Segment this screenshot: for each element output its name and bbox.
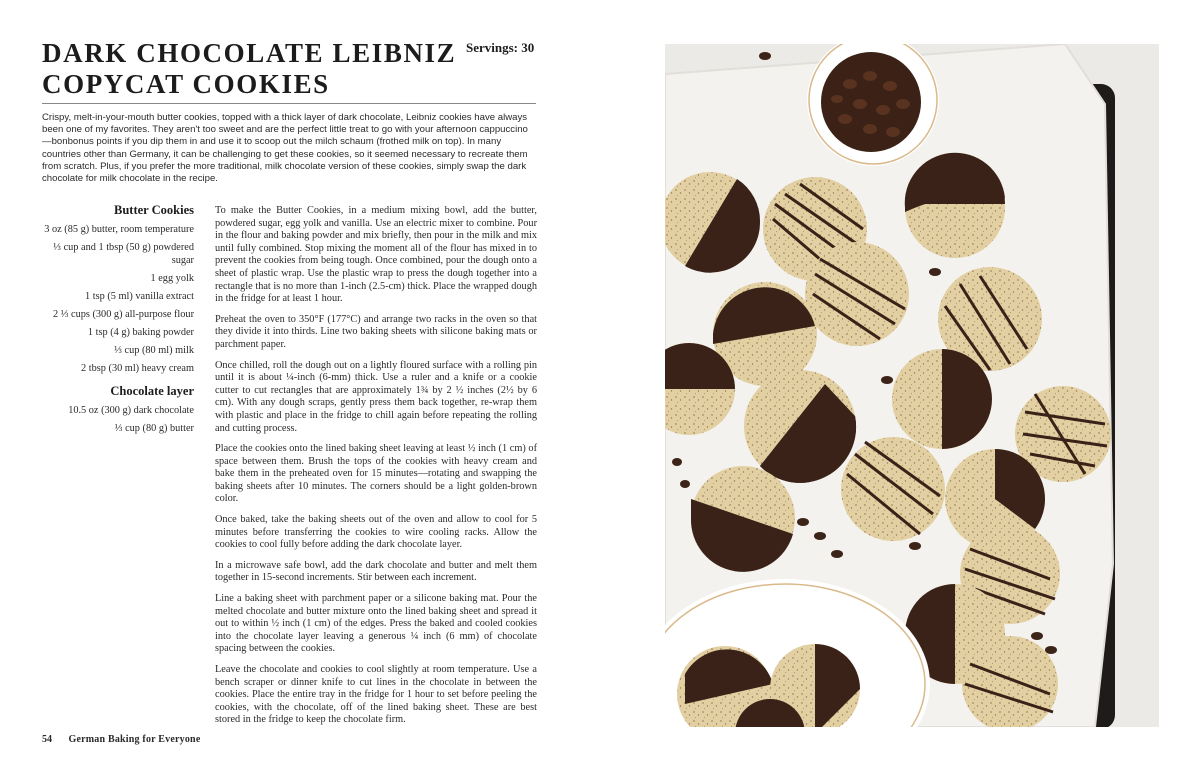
ingredient-item: 2 tbsp (30 ml) heavy cream <box>81 363 194 374</box>
ingredient-item: ⅓ cup and 1 tbsp (50 g) powdered sugar <box>53 242 194 266</box>
cookies-photo <box>665 44 1159 727</box>
drizzled-cookie <box>805 242 909 346</box>
ingredient-item: 1 tsp (5 ml) vanilla extract <box>85 291 194 302</box>
recipe-title: DARK CHOCOLATE LEIBNIZ COPYCAT COOKIES <box>42 38 457 99</box>
half-dipped-cookie <box>892 349 992 449</box>
drizzled-cookie <box>841 437 945 541</box>
recipe-intro: Crispy, melt-in-your-mouth butter cookies, topped with a thick layer of dark chocolate, Leibniz cookies have always been one of my favorites. They aren't too sweet and are the perfect little treat to go with your afternoon cappuccino—bonbonus points if you dip them in and use it to scoop out the milch schaum (frothed milk on top). In many countries other than Germany, it can be challenging to get these cookies, so it seemed necessary to recreate them from scratch. Plus, if you prefer the more traditional, milk chocolate version of these cookies, simply swap the dark chocolate for milk chocolate in the recipe. <box>42 112 528 185</box>
servings-label: Servings: 30 <box>466 40 535 55</box>
ingredient-item: 1 tsp (4 g) baking powder <box>87 327 194 338</box>
butter-cookies-heading: Butter Cookies <box>114 203 194 217</box>
ingredient-item: ⅓ cup (80 ml) milk <box>114 345 194 356</box>
cookies-illustration <box>665 44 1159 727</box>
book-title: German Baking for Everyone <box>68 734 201 745</box>
ingredient-item: 3 oz (85 g) butter, room temperature <box>44 224 194 235</box>
half-dipped-cookie <box>691 466 795 572</box>
half-dipped-cookie <box>665 172 760 273</box>
instruction-step: To make the Butter Cookies, in a medium mixing bowl, add the butter, powdered sugar, egg yolk and vanilla. Use an electric mixer to combine. Pour in the flour and baking powder and mix briefly, then pour in the milk and mix until fully combined. Stop mixing the moment all of the flour has mixed in to prevent the cookies from being tough. Once combined, pour the dough onto a sheet of plastic wrap. Use the plastic wrap to press the dough together into a rectangle that is no more than 1-inch (2.5-cm) thick. Place the wrapped dough in the fridge for at least 1 hour. <box>215 205 537 305</box>
chocolate-layer-heading: Chocolate layer <box>110 384 194 398</box>
instructions-column <box>215 205 537 735</box>
instruction-step: Leave the chocolate and cookies to cool slightly at room temperature. Use a bench scraper or dinner knife to cut lines in the chocolate in between the cookies. Place the entire tray in the fridge for 1 hour to set before peeling the cookies, with the chocolate, off of the lined baking sheet. These are best stored in the fridge to keep the chocolate firm. <box>215 664 537 726</box>
title-divider <box>42 103 536 104</box>
ingredients-column <box>44 203 194 440</box>
instruction-step: Once chilled, roll the dough out on a lightly floured surface with a rolling pin until it is about ¼-inch (6-mm) thick. Use a ruler and a knife or a cookie cutter to cut rectangles that are approximately 1¾ by 2 ½ inches (2½ by 6 cm). With any dough scraps, gently press them back together, re-wrap them with plastic and place in the fridge to chill again before repeating the rolling and cutting process. <box>215 359 537 434</box>
ingredient-item: ⅓ cup (80 g) butter <box>114 423 194 434</box>
instruction-step: Once baked, take the baking sheets out of the oven and allow to cool for 5 minutes before transferring the cookies to wire cooling racks. Allow the cookies to cool fully before adding the dark chocolate layer. <box>215 514 537 551</box>
instruction-step: In a microwave safe bowl, add the dark chocolate and butter and melt them together in 15-second increments. Stir between each increment. <box>215 559 537 584</box>
instruction-step: Preheat the oven to 350°F (177°C) and arrange two racks in the oven so that they divide it into thirds. Line two baking sheets with silicone baking mats or parchment paper. <box>215 313 537 350</box>
half-dipped-cookie <box>744 370 856 483</box>
page-number: 54 <box>42 734 52 745</box>
instruction-step: Place the cookies onto the lined baking sheet leaving at least ½ inch (1 cm) of space between them. Brush the tops of the cookies with heavy cream and bake them in the preheated oven for 15 minutes—rotating and swapping the baking sheets after 10 minutes. The corners should be a light golden-brown color. <box>215 443 537 505</box>
instruction-step: Line a baking sheet with parchment paper or a silicone baking mat. Pour the melted chocolate and butter mixture onto the lined baking sheet and spread it out to within ½ inch (1 cm) of the edges. Press the baked and cooled cookies into the chocolate layer leaving a generous ¼ inch (6 mm) of chocolate spacing between the cookies. <box>215 593 537 655</box>
page-footer <box>42 734 200 745</box>
ingredient-item: 10.5 oz (300 g) dark chocolate <box>68 405 194 416</box>
ingredient-item: 2 ⅓ cups (300 g) all-purpose flour <box>53 309 194 320</box>
half-dipped-cookie <box>905 153 1005 258</box>
ingredient-item: 1 egg yolk <box>150 273 194 284</box>
